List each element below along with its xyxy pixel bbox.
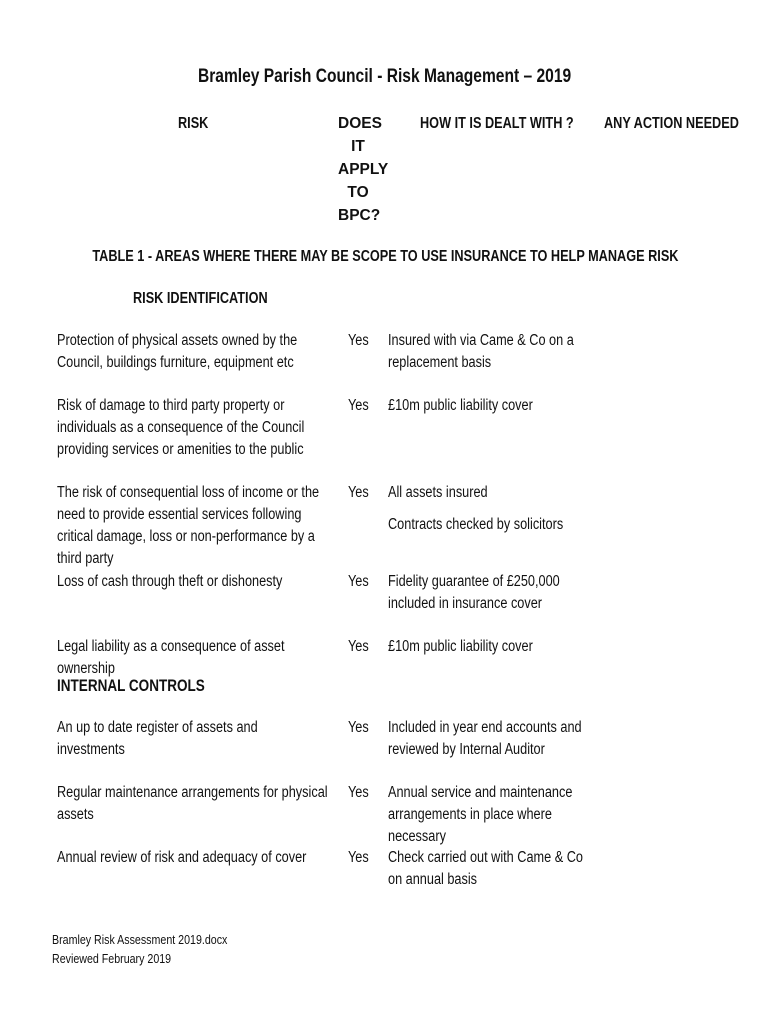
applies-value: Yes	[348, 332, 369, 349]
applies-value: Yes	[348, 719, 369, 736]
how-dealt-value: All assets insured Contracts checked by solicitors	[388, 484, 564, 533]
column-header-does-it-apply: DOES IT APPLY TO BPC?	[338, 115, 389, 224]
control-description: Regular maintenance arrangements for physical assets	[57, 784, 328, 823]
applies-value: Yes	[348, 573, 369, 590]
column-header-action-needed: ANY ACTION NEEDED	[604, 115, 739, 132]
applies-value: Yes	[348, 849, 369, 866]
how-dealt-value: £10m public liability cover	[388, 638, 533, 655]
applies-value: Yes	[348, 784, 369, 801]
how-dealt-value: Check carried out with Came & Co on annual basis	[388, 849, 583, 888]
how-dealt-value: Insured with via Came & Co on a replacement basis	[388, 332, 574, 371]
how-dealt-value: Fidelity guarantee of £250,000 included in insurance cover	[388, 573, 560, 612]
control-description: An up to date register of assets and investments	[57, 719, 258, 758]
how-dealt-value: £10m public liability cover	[388, 397, 533, 414]
applies-value: Yes	[348, 638, 369, 655]
internal-controls-heading: INTERNAL CONTROLS	[57, 677, 205, 695]
risk-description: Protection of physical assets owned by the Council, buildings furniture, equipment etc	[57, 332, 298, 371]
column-header-how-dealt-with: HOW IT IS DEALT WITH ?	[420, 115, 574, 132]
table-heading: TABLE 1 - AREAS WHERE THERE MAY BE SCOPE TO USE INSURANCE TO HELP MANAGE RISK	[91, 248, 679, 265]
column-header-risk: RISK	[178, 115, 209, 132]
risk-description: Legal liability as a consequence of asset ownership	[57, 638, 285, 677]
how-dealt-value: Included in year end accounts and reviewed by Internal Auditor	[388, 719, 582, 758]
how-dealt-value: Annual service and maintenance arrangements in place where necessary	[388, 784, 573, 845]
page-footer: Bramley Risk Assessment 2019.docx Reviewed February 2019	[52, 932, 228, 966]
risk-description: The risk of consequential loss of income or the need to provide essential services following critical damage, loss or non-performance by a third party	[57, 484, 320, 567]
risk-description: Loss of cash through theft or dishonesty	[57, 573, 283, 590]
applies-value: Yes	[348, 484, 369, 501]
document-title: Bramley Parish Council - Risk Management – 2019	[198, 66, 572, 87]
risk-description: Risk of damage to third party property or individuals as a consequence of the Council providing services or amenities to the public	[57, 397, 305, 458]
risk-identification-heading: RISK IDENTIFICATION	[133, 290, 268, 307]
control-description: Annual review of risk and adequacy of cover	[57, 849, 307, 866]
applies-value: Yes	[348, 397, 369, 414]
